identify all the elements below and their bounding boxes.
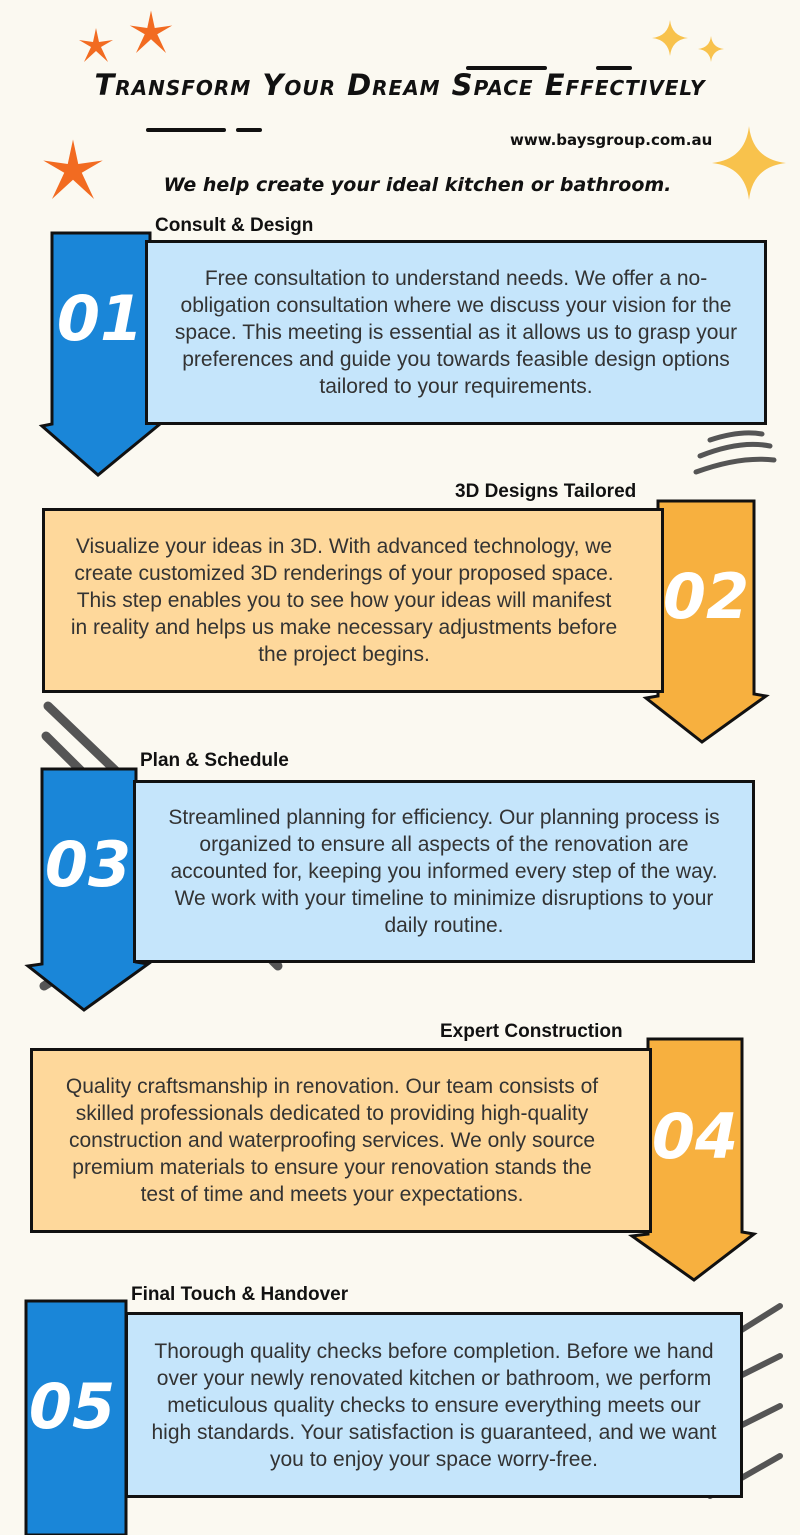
step-box-03: Streamlined planning for efficiency. Our planning process is organized to ensure all aspects of the renovation are accounted for, keeping you informed every step of the way. We work with your timeline to minimize disruptions to your daily routine. <box>133 780 755 963</box>
step-number-03: 03 <box>44 828 132 901</box>
step-title-03: Plan & Schedule <box>140 750 289 771</box>
step-number-04: 04 <box>651 1100 739 1173</box>
step-number-01: 01 <box>56 282 144 355</box>
step-title-02: 3D Designs Tailored <box>455 481 637 502</box>
scribble-decoration <box>690 428 780 476</box>
step-title-04: Expert Construction <box>440 1021 623 1042</box>
website-url[interactable]: www.baysgroup.com.au <box>510 131 713 149</box>
step-box-01: Free consultation to understand needs. We offer a no-obligation consultation where we discuss your vision for the space. This meeting is essential as it allows us to grasp your preferences and guide you towards feasible design options tailored to your requirements. <box>145 240 767 425</box>
step-number-02: 02 <box>662 560 750 633</box>
tagline: We help create your ideal kitchen or bathroom. <box>163 174 672 196</box>
step-number-05: 05 <box>28 1370 116 1443</box>
step-title-05: Final Touch & Handover <box>131 1284 349 1305</box>
step-box-04: Quality craftsmanship in renovation. Our team consists of skilled professionals dedicated to providing high-quality construction and waterproofing services. We only source premium materials to ensure your renovation stands the test of time and meets your expectations. <box>30 1048 652 1233</box>
step-box-02: Visualize your ideas in 3D. With advanced technology, we create customized 3D renderings of your proposed space. This step enables you to see how your ideas will manifest in reality and helps us make necessary adjustments before the project begins. <box>42 508 664 693</box>
page-title: Transform Your Dream Space Effectively <box>94 68 706 102</box>
step-title-01: Consult & Design <box>155 215 314 236</box>
step-box-05: Thorough quality checks before completion. Before we hand over your newly renovated kitchen or bathroom, we perform meticulous quality checks to ensure everything meets our high standards. Your satisfaction is guaranteed, and we want you to enjoy your space worry-free. <box>125 1312 743 1498</box>
